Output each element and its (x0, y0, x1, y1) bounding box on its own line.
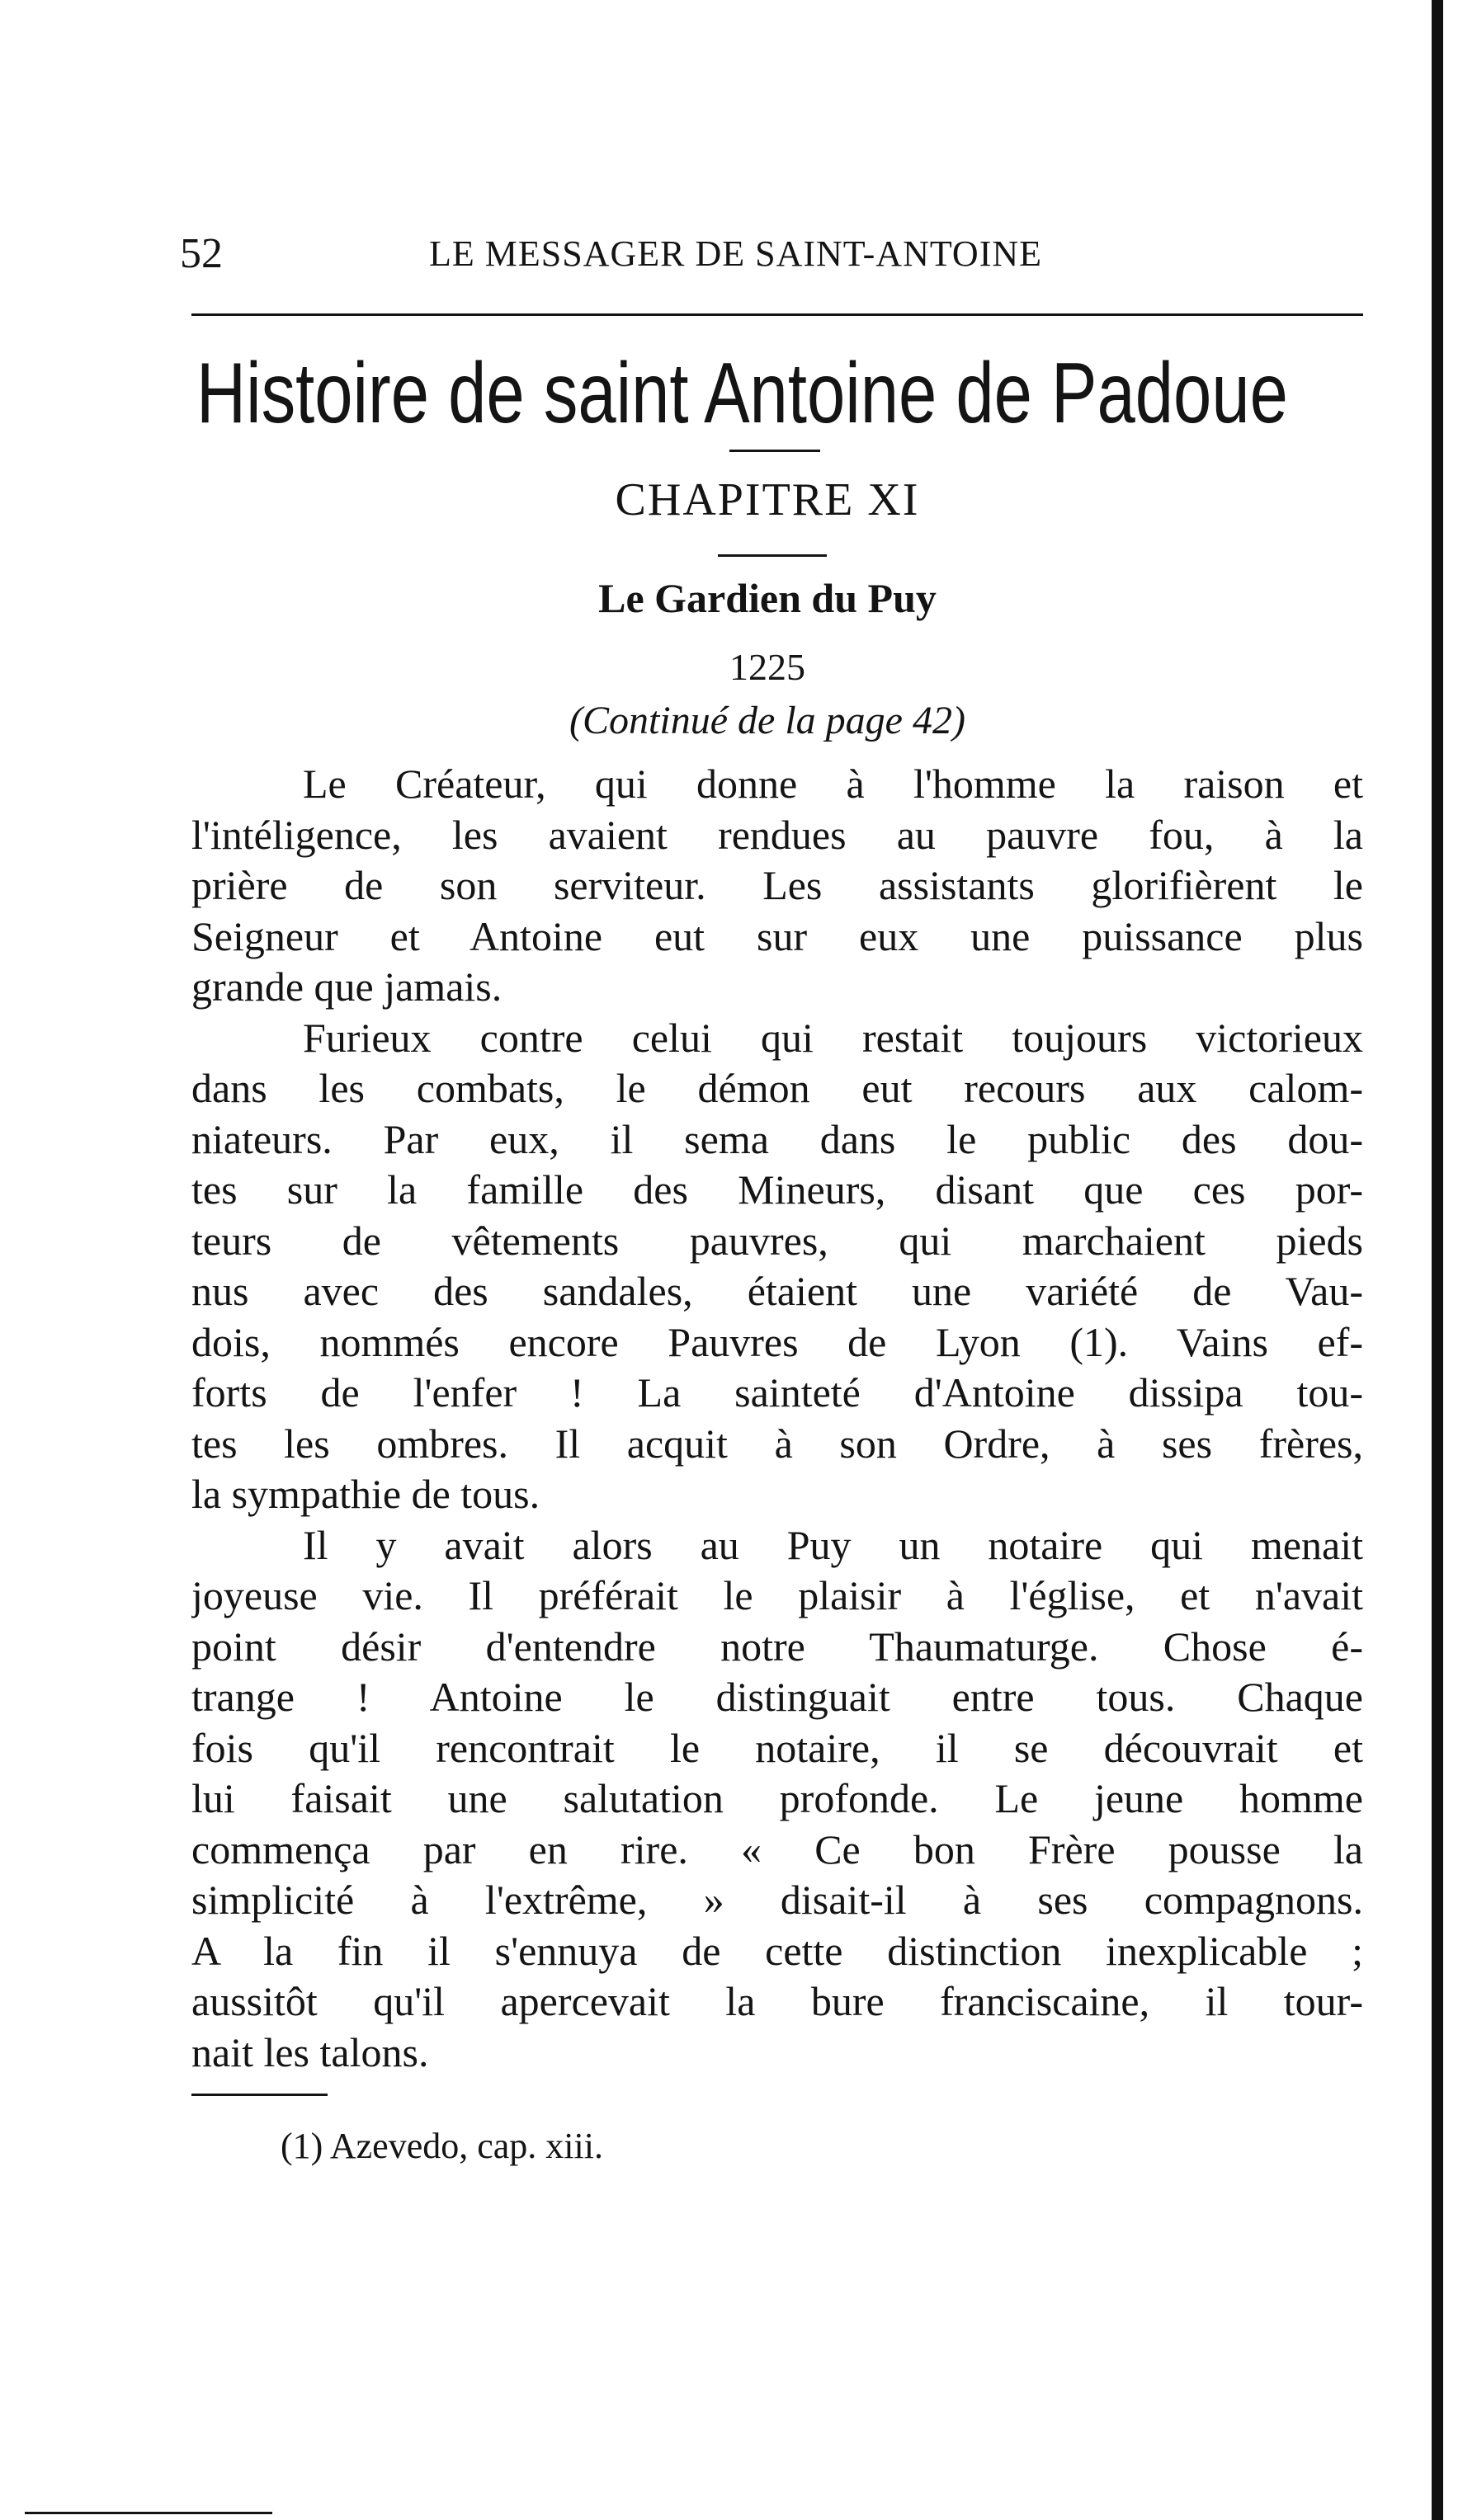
body-line: nus avec des sandales, étaient une variété de Vau- (191, 1268, 1363, 1314)
body-line: trange ! Antoine le distinguait entre tous. Chaque (191, 1674, 1363, 1720)
footnote: (1) Azevedo, cap. xiii. (281, 2126, 603, 2166)
body-line: aussitôt qu'il apercevait la bure franciscaine, il tour- (191, 1978, 1363, 2024)
body-line: dans les combats, le démon eut recours aux calom- (191, 1065, 1363, 1111)
scan-page-edge (1432, 0, 1443, 2520)
article-title: Histoire de saint Antoine de Padoue (196, 346, 1288, 441)
section-year: 1225 (729, 646, 805, 688)
body-line: commença par en rire. « Ce bon Frère pousse la (191, 1825, 1363, 1872)
body-line: nait les talons. (191, 2028, 429, 2075)
body-line: lui faisait une salutation profonde. Le jeune homme (191, 1775, 1363, 1821)
body-line: A la fin il s'ennuya de cette distinction inexplicable ; (191, 1927, 1363, 1974)
body-line: Furieux contre celui qui restait toujours victorieux (303, 1014, 1363, 1061)
page-number: 52 (180, 230, 223, 277)
body-line: forts de l'enfer ! La sainteté d'Antoine dissipa tou- (191, 1369, 1363, 1415)
header-rule (191, 313, 1363, 316)
continued-note: (Continué de la page 42) (569, 699, 965, 742)
chapter-separator-rule (718, 554, 827, 557)
body-line: tes les ombres. Il acquit à son Ordre, à ses frères, (191, 1420, 1363, 1467)
body-line: teurs de vêtements pauvres, qui marchaient pieds (191, 1217, 1363, 1264)
body-line: niateurs. Par eux, il sema dans le public des dou- (191, 1115, 1363, 1162)
running-head: LE MESSAGER DE SAINT-ANTOINE (429, 233, 1042, 274)
body-line: Seigneur et Antoine eut sur eux une puissance plus (191, 912, 1363, 959)
body-line: joyeuse vie. Il préférait le plaisir à l'église, et n'avait (191, 1572, 1363, 1618)
title-separator-rule (729, 450, 820, 452)
body-line: l'intéligence, les avaient rendues au pauvre fou, à la (191, 811, 1363, 858)
section-subtitle: Le Gardien du Puy (598, 575, 937, 621)
body-line: Le Créateur, qui donne à l'homme la raison et (303, 761, 1363, 807)
body-line: dois, nommés encore Pauvres de Lyon (1). Vains ef- (191, 1318, 1363, 1365)
footnote-rule (191, 2094, 328, 2096)
body-line: point désir d'entendre notre Thaumaturge. Chose é- (191, 1623, 1363, 1670)
body-line: simplicité à l'extrême, » disait-il à ses compagnons. (191, 1877, 1363, 1923)
body-line: Il y avait alors au Puy un notaire qui menait (303, 1521, 1363, 1568)
body-line: tes sur la famille des Mineurs, disant que ces por- (191, 1166, 1363, 1213)
scan-bottom-mark (25, 2512, 272, 2514)
body-line: grande que jamais. (191, 963, 503, 1010)
body-line: prière de son serviteur. Les assistants glorifièrent le (191, 862, 1363, 908)
chapter-heading: CHAPITRE XI (615, 474, 920, 525)
body-line: la sympathie de tous. (191, 1471, 540, 1517)
body-line: fois qu'il rencontrait le notaire, il se découvrait et (191, 1724, 1363, 1771)
body-text (191, 759, 1363, 2078)
